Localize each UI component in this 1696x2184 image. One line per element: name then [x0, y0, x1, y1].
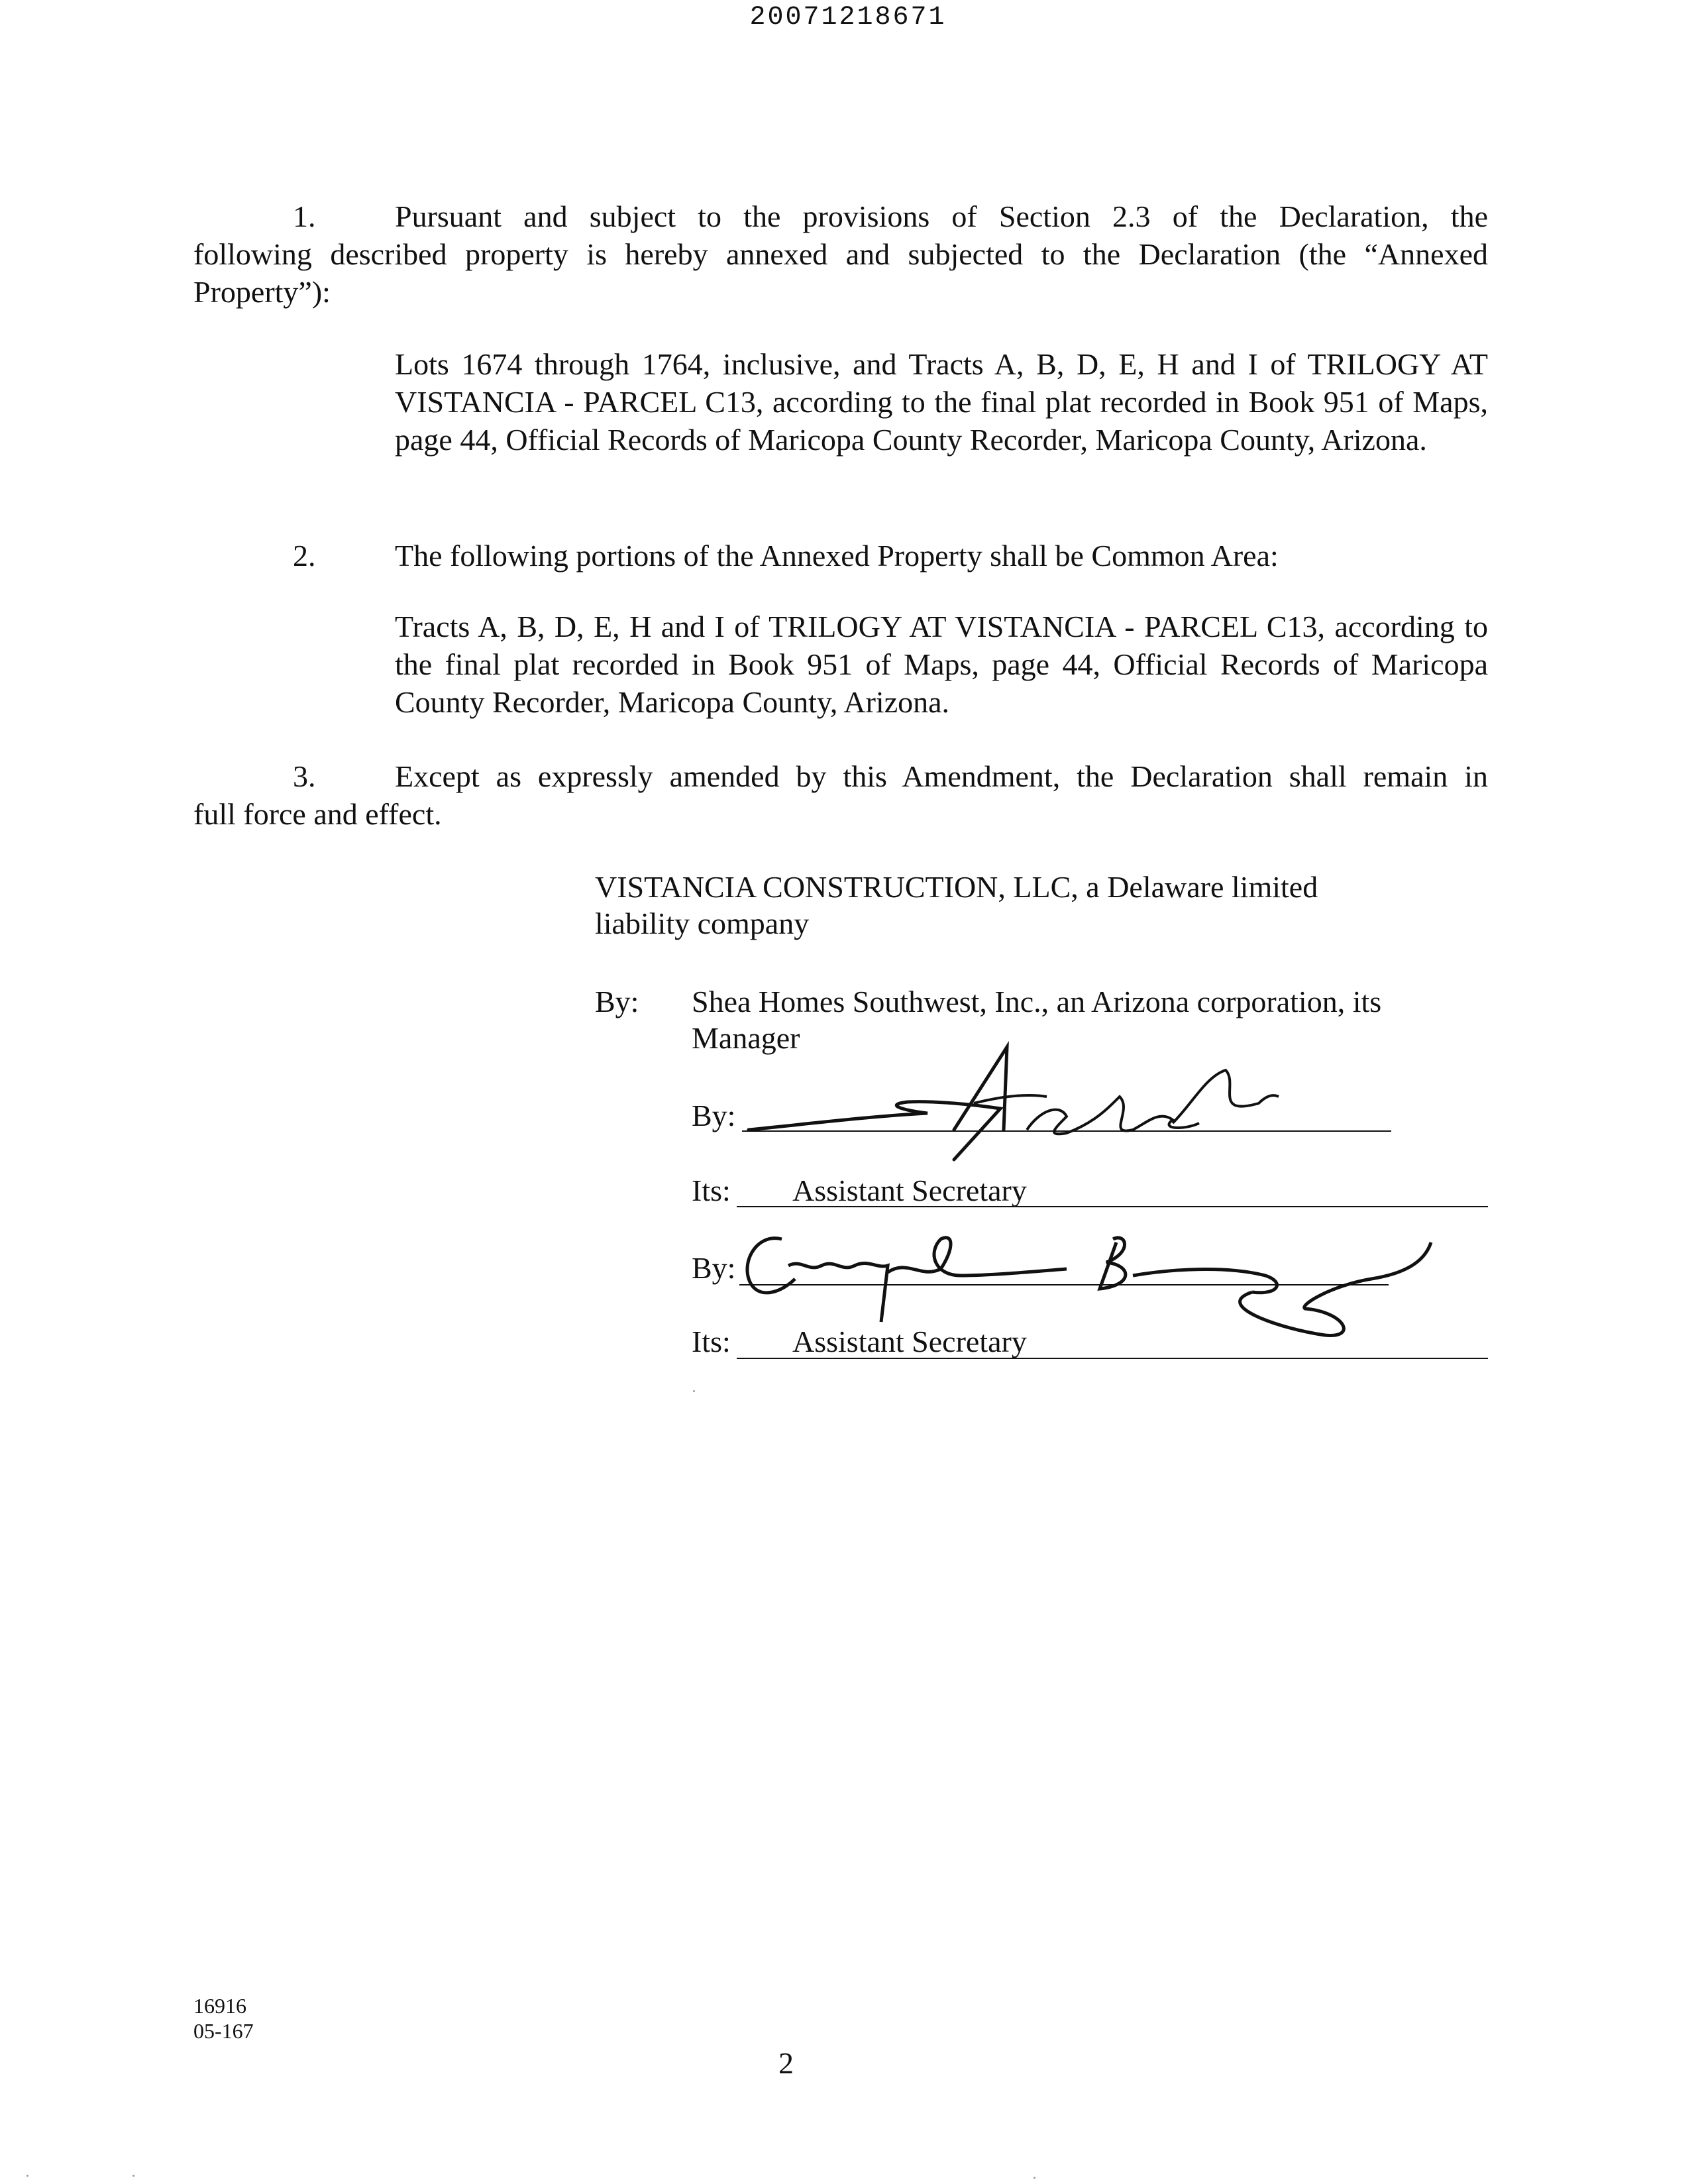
signer-1-its-label: Its: — [692, 1174, 731, 1207]
paragraph-2-number: 2. — [293, 539, 316, 573]
recording-number: 20071218671 — [749, 3, 947, 32]
signer-1-signature — [735, 1030, 1305, 1163]
scan-speck — [693, 1390, 695, 1392]
signer-2-its-label: Its: — [692, 1325, 731, 1358]
paragraph-2-legal-description: Tracts A, B, D, E, H and I of TRILOGY AT VISTANCIA - PARCEL C13, according to the final plat recorded in Book 951 of Maps, page 44, Official Records of Maricopa County Recorder, Maricopa County, Arizona. — [395, 610, 1488, 719]
entity-name-line-1: VISTANCIA CONSTRUCTION, LLC, a Delaware limited — [595, 870, 1318, 904]
by-label: By: — [595, 985, 639, 1018]
document-code-2: 05-167 — [193, 2019, 254, 2043]
paragraph-1-text: following described property is hereby annexed and subjected to the Declaration (the “Annexed Property”): — [193, 237, 1488, 309]
paragraph-1-number: 1. — [293, 199, 316, 233]
paragraph-1-first-line: Pursuant and subject to the provisions of Section 2.3 of the Declaration, the — [395, 199, 1488, 233]
paragraph-1-legal-description: Lots 1674 through 1764, inclusive, and Tracts A, B, D, E, H and I of TRILOGY AT VISTANCIA - PARCEL C13, according to the final plat recorded in Book 951 of Maps, page 44, Official Records of Maricopa County Recorder, Maricopa County, Arizona. — [395, 347, 1488, 457]
document-code-1: 16916 — [193, 1994, 246, 2018]
page-number: 2 — [778, 2046, 794, 2080]
signer-2-title: Assistant Secretary — [792, 1325, 1027, 1358]
scan-speck — [26, 2175, 28, 2177]
signer-2-by-label: By: — [692, 1251, 736, 1285]
paragraph-2-text: The following portions of the Annexed Property shall be Common Area: — [395, 539, 1279, 573]
manager-line-2: Manager — [692, 1021, 800, 1055]
paragraph-3-text: full force and effect. — [193, 797, 442, 831]
signer-1-by-label: By: — [692, 1099, 736, 1132]
scan-speck — [132, 2175, 134, 2177]
paragraph-3-first-line: Except as expressly amended by this Amendment, the Declaration shall remain in — [395, 759, 1488, 793]
manager-line-1: Shea Homes Southwest, Inc., an Arizona corporation, its — [692, 985, 1382, 1018]
entity-name-line-2: liability company — [595, 906, 810, 940]
paragraph-3-number: 3. — [293, 759, 316, 793]
signer-1-title: Assistant Secretary — [792, 1174, 1027, 1207]
scan-speck — [1034, 2177, 1035, 2179]
